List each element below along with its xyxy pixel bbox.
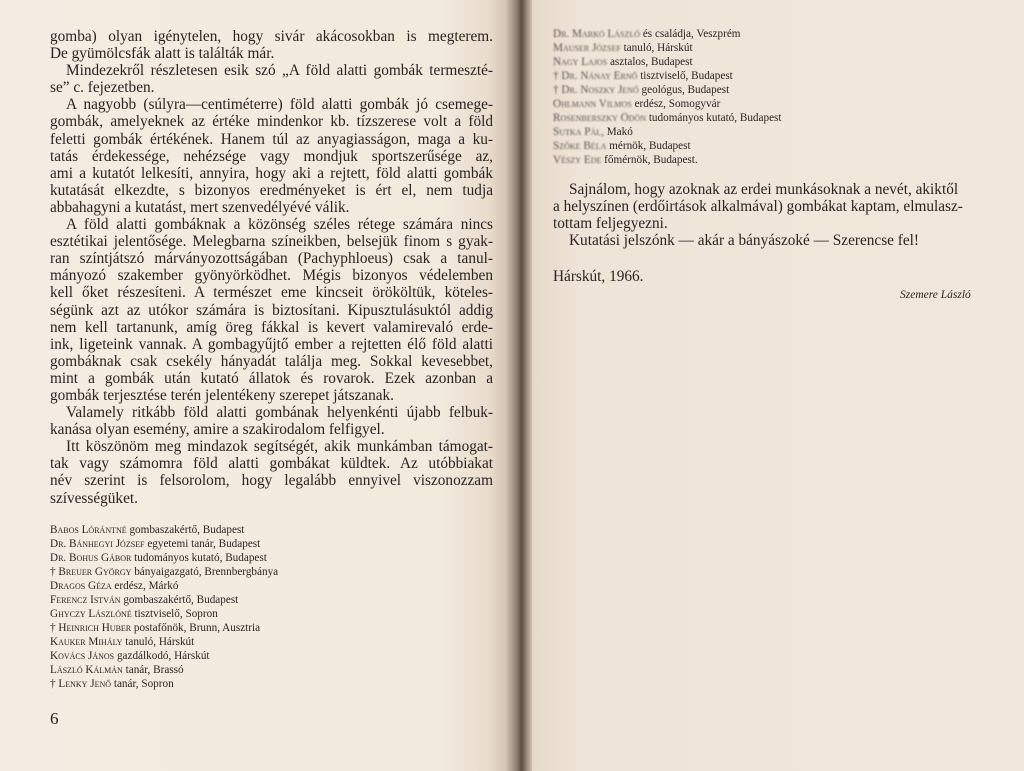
text-line: Valamely ritkább föld alatti gombának helyenkénti újabb felbuk- (66, 404, 493, 422)
text-line: gombáknak csak csekély hányadát találja meg. Sokkal kevesebbet, (50, 352, 493, 370)
contributor-description: bányaigazgató, Brennbergbánya (134, 566, 279, 578)
text-line: feletti gombák értékének. Hanem túl az anyagiasságon, maga a ku- (50, 130, 493, 148)
contributor-name: † Dr. Noszky Jenő (553, 84, 639, 96)
contributor-description: gazdálkodó, Hárskút (116, 650, 210, 662)
contributor-description: postafőnök, Brunn, Ausztria (133, 622, 261, 634)
contributor-description: főmérnök, Budapest. (604, 154, 698, 166)
text-line: tottam feljegyezni. (553, 215, 668, 233)
text-line: ami a kutatót lelkesíti, annyira, hogy aki a rejtett, föld alatti gombák (50, 164, 493, 182)
contributor-name: Dr. Bánhegyi József (50, 538, 145, 550)
contributor-entry (50, 593, 278, 607)
contributor-entry (50, 649, 278, 663)
contributor-entry (50, 565, 278, 579)
author-signature: Szemere László (900, 289, 971, 301)
contributor-entry (553, 97, 782, 111)
contributor-entry (50, 663, 278, 677)
contributor-name: Ghyczy Lászlóné (50, 608, 132, 620)
contributor-name: Babos Lórántné (50, 524, 127, 536)
contributor-name: Ohlmann Vilmos (553, 98, 632, 110)
text-line: gombák, amelyeknek az értéke mindenkor kb. tízszerese volt a föld (50, 113, 493, 131)
text-line: ségünk azt az utókor számára is biztosítani. Kipusztulásuktól addig (50, 301, 493, 319)
contributor-name: Dragos Géza (50, 580, 112, 592)
contributor-entry (50, 677, 278, 691)
contributor-description: tisztviselő, Budapest (640, 70, 733, 82)
contributor-description: geológus, Budapest (641, 84, 730, 96)
contributor-description: Makó (606, 126, 633, 138)
text-line: De gyümölcsfák alatt is találták már. (50, 45, 275, 63)
text-line: Kutatási jelszónk — akár a bányászoké — Szerencse fel! (569, 232, 919, 250)
text-line: tatás érdekessége, nehézsége vagy mondjuk sportszerűsége az, (50, 147, 493, 165)
text-line: mányozó szakember gyönyörködhet. Mégis bizonyos védelemben (50, 267, 493, 285)
contributor-description: és családja, Veszprém (642, 28, 741, 40)
contributor-entry (553, 153, 782, 167)
contributor-entry (50, 635, 278, 649)
contributor-entry (553, 111, 782, 125)
contributor-entry (553, 83, 782, 97)
contributor-entry (553, 41, 782, 55)
text-line: név szerint is felsorolom, hogy legalább ennyivel viszonozzam (50, 472, 493, 490)
text-line: a helyszínen (erdőirtások alkalmával) gombákat kaptam, elmulasz- (553, 198, 963, 216)
contributor-description: tanuló, Hárskút (125, 636, 195, 648)
text-line: ink, ligeteink vannak. A gombagyűjtő ember a rejtetten élő föld alatti (50, 335, 493, 353)
contributor-entry (553, 55, 782, 69)
contributor-name: † Heinrich Huber (50, 622, 132, 634)
contributor-name: Vészy Ede (553, 154, 602, 166)
text-line: ran színtjátszó márványozottságában (Pachyphloeus) csak a tanul- (50, 250, 493, 268)
text-line: Itt köszönöm meg mindazok segítségét, akik munkámban támogat- (66, 438, 493, 456)
page-number: 6 (50, 709, 59, 728)
text-line: mint a gombák után kutató állatok és rovarok. Ezek azonban a (50, 369, 493, 387)
contributor-name: Szőke Béla (553, 140, 607, 152)
text-line: A nagyobb (súlyra—centiméterre) föld alatti gombák jó csemege- (66, 96, 493, 114)
contributor-name: Dr. Bohus Gábor (50, 552, 132, 564)
contributor-description: erdész, Somogyvár (634, 98, 721, 110)
contributor-entry (50, 523, 278, 537)
contributor-name: Kovács János (50, 650, 115, 662)
text-line: kutatását elkezdte, s bizonyos eredményeket is ért el, nem tudja (50, 181, 493, 199)
contributor-name: Dr. Markó László (553, 28, 641, 40)
text-line: Sajnálom, hogy azoknak az erdei munkásoknak a nevét, akiktől (569, 181, 959, 198)
contributor-description: erdész, Márkó (114, 580, 179, 592)
contributor-description: tisztviselő, Sopron (134, 608, 218, 620)
contributor-name: Nagy Lajos (553, 56, 608, 68)
contributor-entry (50, 621, 278, 635)
contributor-entry (553, 27, 782, 41)
text-line: Mindezekről részletesen esik szó „A föld alatti gombák termeszté- (66, 62, 493, 80)
contributor-description: egyetemi tanár, Budapest (147, 538, 261, 550)
text-line: nem kell tartanunk, amíg öreg fákkal is kevert valamirevaló erde- (50, 318, 493, 336)
contributor-entry (50, 607, 278, 621)
contributor-name: Mauser József (553, 42, 621, 54)
contributor-name: Sutka Pál, (553, 126, 604, 138)
contributor-description: tudományos kutató, Budapest (134, 552, 267, 564)
text-line: abbahagyni a kutatást, mert szenvedélyévé válik. (50, 198, 350, 216)
contributor-name: † Dr. Nánay Ernő (553, 70, 638, 82)
text-line: A föld alatti gombáknak a közönség széles rétege számára nincs (66, 216, 493, 234)
contributor-description: mérnök, Budapest (609, 140, 691, 152)
contributor-entry (553, 69, 782, 83)
left-contributor-list (50, 523, 278, 691)
text-line: kell őket részesíteni. A természet eme kincseit örököltük, köteles- (50, 284, 493, 302)
contributor-entry (50, 579, 278, 593)
right-contributor-list (553, 27, 782, 167)
contributor-entry (553, 139, 782, 153)
contributor-name: Rosenberszky Ödön (553, 112, 647, 124)
contributor-name: † Breuer György (50, 566, 132, 578)
text-line: esztétikai jelentősége. Melegbarna színeikben, belsejük finom s gyak- (50, 233, 493, 251)
contributor-description: tanár, Brassó (125, 664, 184, 676)
contributor-name: László Kálmán (50, 664, 123, 676)
contributor-entry (50, 537, 278, 551)
contributor-name: Ferencz István (50, 594, 121, 606)
contributor-name: † Lenky Jenő (50, 678, 112, 690)
text-line: se” c. fejezetben. (50, 79, 155, 97)
text-line: tak vagy számomra föld alatti gombákat küldtek. Az utóbbiakat (50, 455, 493, 473)
book-gutter (505, 0, 535, 771)
contributor-description: tanuló, Hárskút (623, 42, 693, 54)
contributor-description: gombaszakértő, Budapest (123, 594, 239, 606)
contributor-entry (50, 551, 278, 565)
text-line: szívességüket. (50, 489, 138, 507)
left-page-body-text (50, 28, 493, 507)
text-line: kanása olyan esemény, amire a szakirodalom felfigyel. (50, 421, 385, 439)
right-page-body-text (553, 181, 963, 250)
contributor-entry (553, 125, 782, 139)
place-date: Hárskút, 1966. (553, 268, 644, 285)
contributor-description: tanár, Sopron (113, 678, 174, 690)
contributor-description: tudományos kutató, Budapest (648, 112, 782, 124)
contributor-description: asztalos, Budapest (609, 56, 693, 68)
contributor-description: gombaszakértő, Budapest (129, 524, 245, 536)
text-line: gombák terjesztése terén jelentékeny szerepet játszanak. (50, 386, 395, 404)
contributor-name: Kauker Mihály (50, 636, 123, 648)
text-line: gomba) olyan igénytelen, hogy sivár akácosokban is megterem. (50, 28, 493, 45)
